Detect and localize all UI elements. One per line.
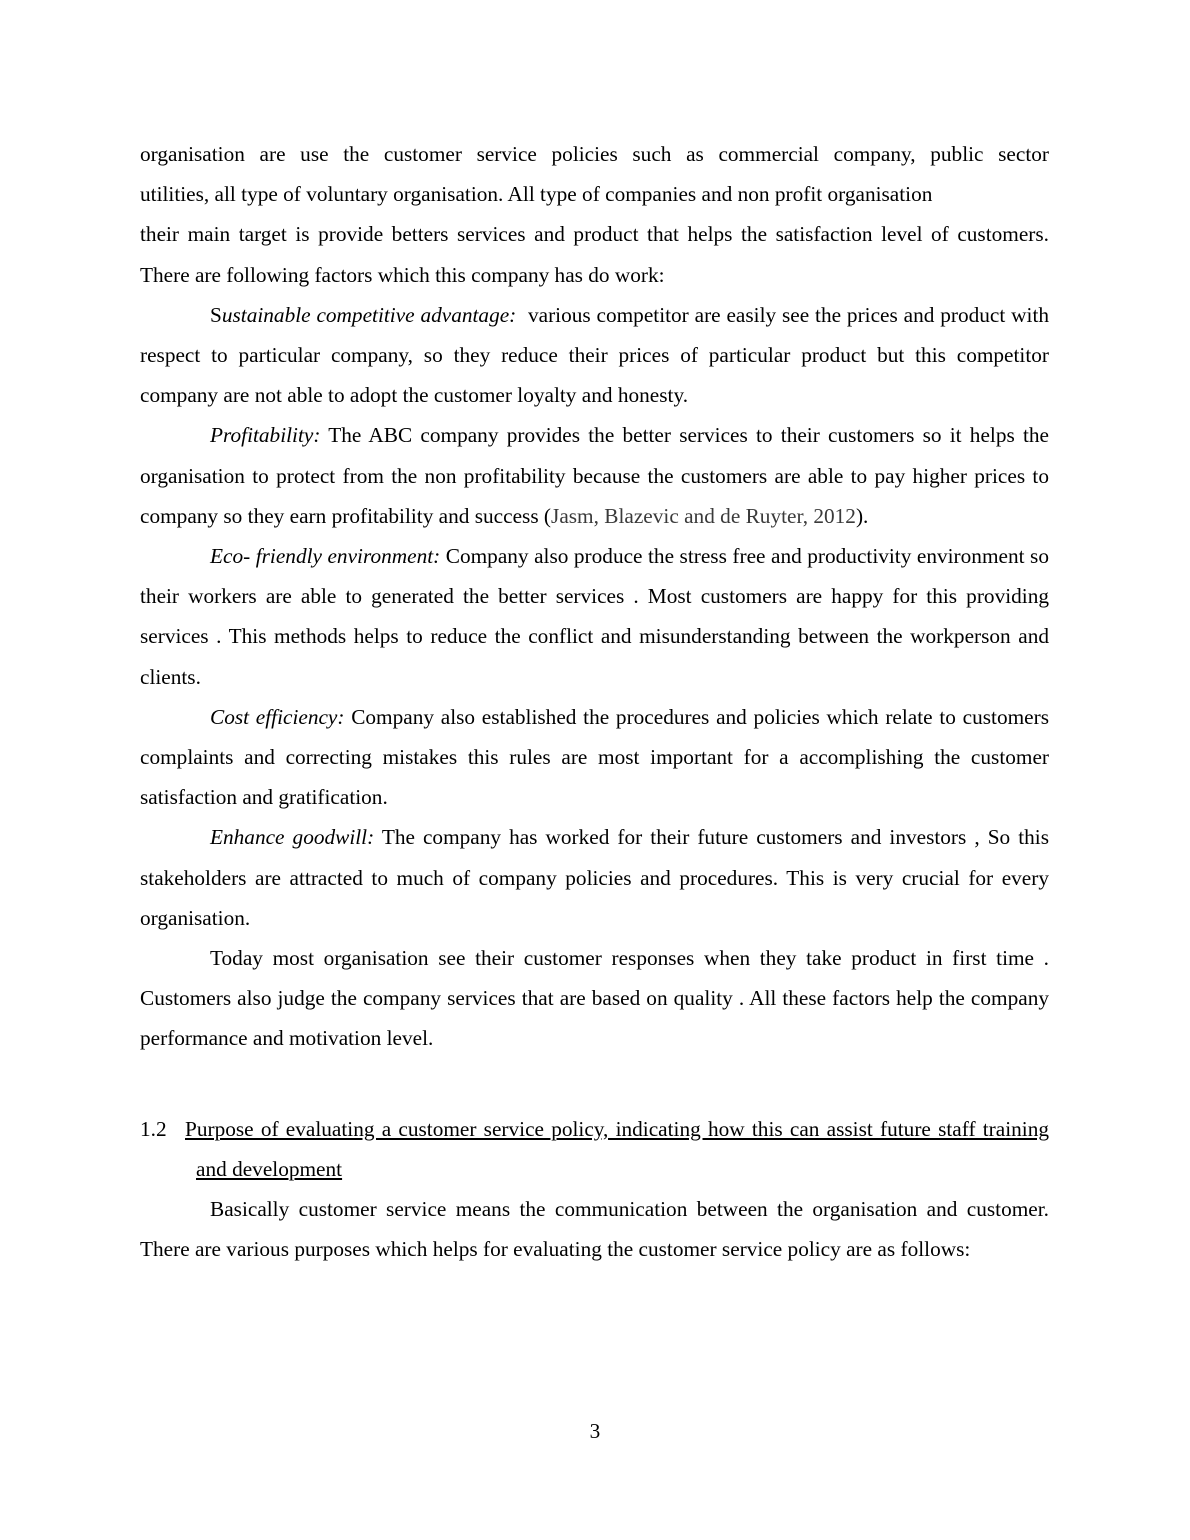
profitability-end: ).	[855, 503, 869, 528]
paragraph-sustainable-advantage	[140, 295, 1055, 416]
intro-line-2-text: utilities, all type of voluntary organisation. All type of companies and non profit organisation	[140, 182, 933, 207]
profitability-title: Profitability:	[210, 423, 321, 448]
today-text: Today most organisation see their customer responses when they take product in first time . Customers also judge the company services that are based on quality . All these factors help the company performance and motivation level.	[140, 946, 1049, 1051]
paragraph-today	[140, 938, 1049, 1059]
paragraph-cost-efficiency	[140, 697, 1049, 818]
section-heading-text: Purpose of evaluating a customer service policy, indicating how this can assist future staff training and development	[185, 1116, 1049, 1181]
paragraph-intro-line-2	[140, 174, 1049, 214]
paragraph-eco-friendly	[140, 536, 1049, 697]
page-number: 3	[589, 1419, 601, 1443]
profitability-body: The ABC company provides the better services to their customers so it helps the organisation to protect from the non profitability because the customers are able to pay higher prices to company so they earn profitability and success (	[140, 423, 1049, 528]
paragraph-profitability	[140, 415, 1049, 536]
section-heading-number: 1.2	[140, 1116, 167, 1141]
cost-efficiency-title: Cost efficiency:	[210, 704, 345, 729]
document-body	[140, 134, 1055, 1269]
paragraph-enhance-goodwill	[140, 817, 1049, 938]
cost-efficiency-body: Company also established the procedures and policies which relate to customers complaints and correcting mistakes this rules are most important for a accomplishing the customer satisfaction and gratification.	[140, 704, 1049, 810]
eco-friendly-title: Eco- friendly environment:	[210, 544, 441, 569]
paragraph-basically	[140, 1189, 1049, 1269]
sustainable-advantage-title: ustainable competitive advantage:	[221, 302, 517, 327]
intro-rest-text: their main target is provide betters services and product that helps the satisfaction level of customers. There are following factors which this company has do work:	[140, 222, 1049, 287]
paragraph-intro-line-1	[140, 134, 1049, 174]
basically-text: Basically customer service means the communication between the organisation and customer. There are various purposes which helps for evaluating the customer service policy are as follows:	[140, 1197, 1049, 1262]
intro-line-1-text: organisation are use the customer service policies such as commercial company, public sector	[140, 142, 1049, 166]
section-heading-1-2	[140, 1109, 1049, 1189]
enhance-goodwill-title: Enhance goodwill:	[210, 825, 375, 850]
paragraph-intro-rest	[140, 214, 1049, 294]
profitability-citation: Jasm, Blazevic and de Ruyter, 2012	[551, 503, 856, 528]
enhance-goodwill-body: The company has worked for their future customers and investors , So this stakeholders are attracted to much of company policies and procedures. This is very crucial for every organisation.	[140, 825, 1049, 930]
sustainable-lead-letter: S	[210, 302, 222, 327]
sustainable-advantage-body: various competitor are easily see the prices and product with respect to particular company, so they reduce their prices of particular product but this competitor company are not able to adopt the customer loyalty and honesty.	[140, 302, 1055, 408]
eco-friendly-body: Company also produce the stress free and productivity environment so their workers are able to generated the better services . Most customers are happy for this providing services . This methods helps to reduce the conflict and misunderstanding between the workperson and clients.	[140, 544, 1049, 689]
